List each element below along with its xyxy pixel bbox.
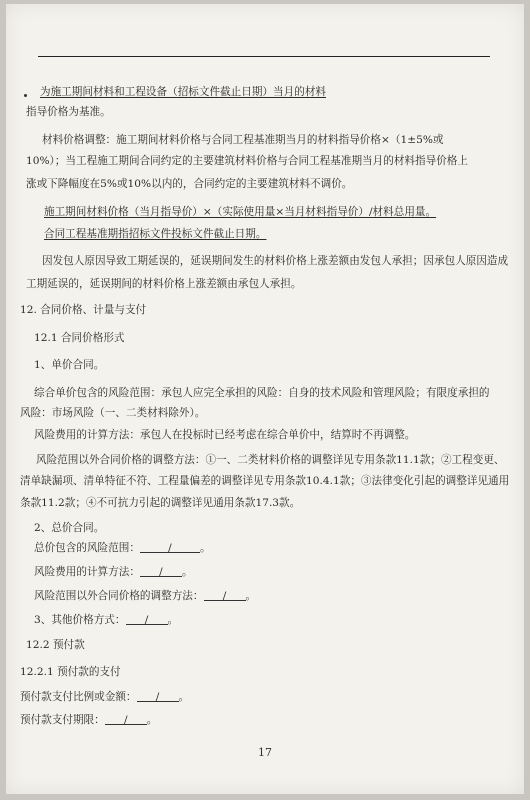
form-label: 预付款支付比例或金额： xyxy=(20,691,137,703)
form-line: 风险费用的计算方法： / 。 xyxy=(34,566,193,578)
list-heading: 1、单价合同。 xyxy=(34,359,105,371)
paragraph-line: 风险：市场风险（一、二类材料除外）。 xyxy=(20,407,206,419)
form-label: 风险费用的计算方法： xyxy=(34,566,140,578)
paragraph-line: 因发包人原因导致工期延误的，延误期间发生的材料价格上涨差额由发包人承担；因承包人原因造成 xyxy=(42,255,509,267)
form-label: 风险范围以外合同价格的调整方法： xyxy=(34,590,204,602)
subsection-heading: 12.2 预付款 xyxy=(26,639,85,651)
form-line: 总价包含的风险范围： / 。 xyxy=(34,542,211,554)
blank-field[interactable]: / xyxy=(105,712,147,725)
paragraph-line: 涨或下降幅度在5%或10%以内的，合同约定的主要建筑材料不调价。 xyxy=(26,178,353,190)
form-line: 预付款支付比例或金额： / 。 xyxy=(20,691,190,703)
section-heading: 12. 合同价格、计量与支付 xyxy=(20,304,147,316)
paragraph-line: 合同工程基准期指招标文件投标文件截止日期。 xyxy=(44,228,267,240)
paragraph-line: 条款11.2款；④不可抗力引起的调整详见通用条款17.3款。 xyxy=(20,497,301,509)
blank-field[interactable]: / xyxy=(140,564,182,577)
bullet-dot xyxy=(24,94,27,97)
blank-field[interactable]: / xyxy=(204,588,246,601)
paragraph-line: 清单缺漏项、清单特征不符、工程量偏差的调整详见专用条款10.4.1款；③法律变化引起的调整详见通用 xyxy=(20,475,510,487)
document-page xyxy=(6,4,524,794)
paragraph-line: 风险费用的计算方法：承包人在投标时已经考虑在综合单价中，结算时不再调整。 xyxy=(34,429,416,441)
paragraph-line: 风险范围以外合同价格的调整方法：①一、二类材料价格的调整详见专用条款11.1款；②工程变更、 xyxy=(36,454,505,466)
paragraph-line: 综合单价包含的风险范围：承包人应完全承担的风险：自身的技术风险和管理风险；有限度承担的 xyxy=(34,387,490,399)
paragraph-line: 工期延误的，延误期间的材料价格上涨差额由承包人承担。 xyxy=(26,278,302,290)
form-label: 预付款支付期限： xyxy=(20,714,105,726)
subsection-heading: 12.1 合同价格形式 xyxy=(34,332,125,344)
form-line: 预付款支付期限： / 。 xyxy=(20,714,158,726)
paragraph-line: 指导价格为基准。 xyxy=(26,106,111,118)
blank-field[interactable]: / xyxy=(137,689,179,702)
blank-field[interactable]: / xyxy=(126,612,168,625)
paragraph-line: 为施工期间材料和工程设备（招标文件截止日期）当月的材料 xyxy=(40,86,327,98)
paragraph-line: 10%）；当工程施工期间合同约定的主要建筑材料价格与合同工程基准期当月的材料指导价格上 xyxy=(26,155,468,167)
header-rule xyxy=(38,56,490,57)
form-line: 风险范围以外合同价格的调整方法： / 。 xyxy=(34,590,257,602)
list-heading: 2、总价合同。 xyxy=(34,522,105,534)
page-number: 17 xyxy=(258,746,272,759)
paragraph-line: 材料价格调整：施工期间材料价格与合同工程基准期当月的材料指导价格×（1±5%或 xyxy=(42,134,444,146)
form-label: 总价包含的风险范围： xyxy=(34,542,140,554)
form-line: 3、其他价格方式： / 。 xyxy=(34,614,179,626)
blank-field[interactable]: / xyxy=(140,540,200,553)
form-label: 3、其他价格方式： xyxy=(34,614,126,626)
subsection-heading: 12.2.1 预付款的支付 xyxy=(20,666,121,678)
paragraph-line: 施工期间材料价格（当月指导价）×（实际使用量×当月材料指导价）/材料总用量。 xyxy=(44,206,437,218)
